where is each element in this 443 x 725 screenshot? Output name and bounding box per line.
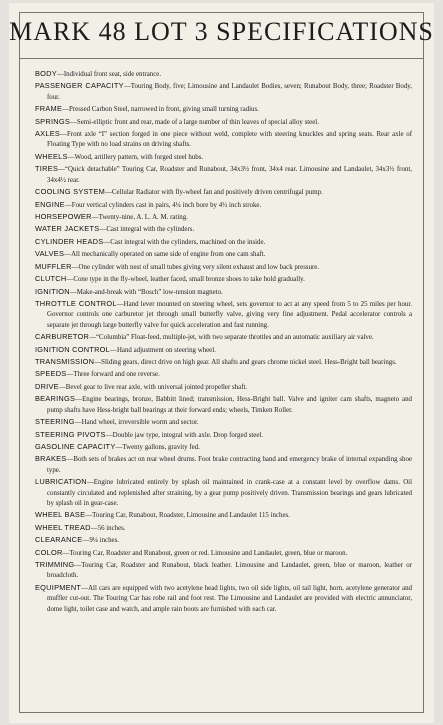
spec-text: —Wood, artillery pattern, with forged steel hubs. <box>67 153 204 161</box>
spec-label: WHEEL TREAD <box>35 522 91 532</box>
spec-label: HORSEPOWER <box>35 211 92 221</box>
spec-list <box>35 69 412 616</box>
spec-text: —9¼ inches. <box>82 537 119 545</box>
spec-label: CLUTCH <box>35 274 67 284</box>
spec-label: EQUIPMENT <box>35 582 82 592</box>
spec-text: —“Columbia” Float-feed, multiple-jet, with two separate throttles and an automatic auxiliary air valve. <box>89 334 374 342</box>
spec-entry <box>35 332 412 343</box>
spec-label: DRIVE <box>35 381 59 391</box>
spec-entry <box>35 152 412 163</box>
spec-entry <box>35 430 412 441</box>
spec-entry <box>35 510 412 521</box>
spec-entry <box>35 299 412 331</box>
spec-text: —Hand adjustment on steering wheel. <box>110 346 216 354</box>
spec-entry <box>35 535 412 546</box>
spec-text: —Twenty-nine, A. L. A. M. rating. <box>91 213 188 221</box>
spec-entry <box>35 523 412 534</box>
spec-label: IGNITION <box>35 286 70 296</box>
spec-text: —“Quick detachable” Touring Car, Roadster and Runabout, 34x3½ front, 34x4 rear. Limousine and Landaulet, 34x3½ front, 34x4½ rear. <box>47 166 412 184</box>
spec-text: —Touring Body, five; Limousine and Landaulet Bodies, seven; Runabout Body, three; Roadster Body, four. <box>47 83 412 101</box>
spec-entry <box>35 394 412 416</box>
spec-entry <box>35 357 412 368</box>
spec-text: —Engine bearings, bronze, Babbitt lined; transmission, Hess-Bright ball. Valve and igniter cam shafts, magneto and pump shafts have Hess-bright ball bearings at their forward ends; wheels, Timken Roller. <box>47 396 412 414</box>
spec-label: COOLING SYSTEM <box>35 187 106 197</box>
spec-entry <box>35 262 412 273</box>
spec-entry <box>35 200 412 211</box>
spec-entry <box>35 129 412 151</box>
spec-label: STEERING PIVOTS <box>35 429 106 439</box>
spec-label: MUFFLER <box>35 261 72 271</box>
title-divider <box>19 58 424 59</box>
spec-label: COLOR <box>35 547 63 557</box>
spec-text: —Semi-elliptic front and rear, made of a large number of thin leaves of special alloy steel. <box>70 118 319 126</box>
spec-label: FRAME <box>35 104 63 114</box>
spec-label: THROTTLE CONTROL <box>35 299 117 309</box>
spec-text: —Three forward and one reverse. <box>66 371 160 379</box>
spec-label: WHEEL BASE <box>35 510 86 520</box>
spec-text: —Bevel gear to live rear axle, with universal jointed propeller shaft. <box>58 383 248 391</box>
spec-text: —Twenty gallons, gravity fed. <box>115 444 200 451</box>
spec-text: —Front axle “I” section forged in one piece without weld, complete with steering knuckles and spring seats. Rear axle of Floating Type with no load strains on driving shafts. <box>47 131 412 149</box>
spec-label: TIRES <box>35 164 59 174</box>
spec-entry <box>35 454 412 476</box>
spec-text: —Pressed Carbon Steel, narrowed in front, giving small turning radius. <box>62 106 259 114</box>
spec-entry <box>35 442 412 453</box>
spec-entry <box>35 249 412 260</box>
spec-entry <box>35 224 412 235</box>
spec-entry <box>35 369 412 380</box>
spec-label: SPEEDS <box>35 369 67 379</box>
spec-text: —One cylinder with nest of small tubes giving very silent exhaust and low back pressure. <box>71 263 320 271</box>
spec-entry <box>35 69 412 80</box>
spec-text: —Sliding gears, direct drive on high gear. All shafts and gears chrome nickel steel. Hess-Bright ball bearings. <box>94 359 397 367</box>
spec-entry <box>35 345 412 356</box>
spec-label: PASSENGER CAPACITY <box>35 81 124 91</box>
spec-entry <box>35 81 412 103</box>
spec-text: —56 inches. <box>90 524 126 532</box>
spec-entry <box>35 548 412 559</box>
spec-label: BODY <box>35 69 57 78</box>
spec-entry <box>35 417 412 428</box>
spec-label: CLEARANCE <box>35 535 83 545</box>
spec-entry <box>35 583 412 615</box>
spec-label: AXLES <box>35 129 61 139</box>
spec-entry <box>35 274 412 285</box>
spec-label: SPRINGS <box>35 116 71 126</box>
spec-text: —Cellular Radiator with fly-wheel fan and positively driven centrifugal pump. <box>105 189 323 197</box>
spec-entry <box>35 212 412 223</box>
spec-text: —All mechanically operated on same side of engine from one cam shaft. <box>64 251 266 259</box>
spec-label: WATER JACKETS <box>35 224 100 234</box>
spec-entry <box>35 382 412 393</box>
spec-label: CARBURETOR <box>35 332 90 342</box>
spec-label: LUBRICATION <box>35 477 87 487</box>
spec-text: —Cast integral with the cylinders. <box>99 226 195 234</box>
spec-label: GASOLINE CAPACITY <box>35 442 116 451</box>
spec-label: VALVES <box>35 249 65 259</box>
spec-entry <box>35 237 412 248</box>
spec-text: —Both sets of brakes act on rear wheel drums. Foot brake contracting band and emergency brake of internal expanding shoe type. <box>47 456 412 474</box>
spec-label: CYLINDER HEADS <box>35 236 104 246</box>
spec-entry <box>35 187 412 198</box>
spec-text: —Touring Car, Roadster and Runabout, green or red. Limousine and Landaulet, green, blue or maroon. <box>62 549 348 557</box>
spec-text: —Individual front seat, side entrance. <box>56 71 162 78</box>
spec-text: —Cone type in the fly-wheel, leather faced, small bronze shoes to take hold gradually. <box>66 276 305 284</box>
spec-entry <box>35 164 412 186</box>
spec-text: —All cars are equipped with two acetylene head lights, two oil side lights, oil tail light, horn, acetylene generator and muffler cut-out. The Touring Car has robe rail and foot rest. The Limousine and Landaulet are provided with electric annunciator, dome light, toilet case and watch, and ample rain boots are furnished with each car. <box>47 584 412 613</box>
spec-text: —Double jaw type, integral with axle. Drop forged steel. <box>105 431 264 439</box>
spec-label: BRAKES <box>35 454 67 464</box>
spec-label: ENGINE <box>35 199 65 209</box>
spec-text: —Hand lever mounted on steering wheel, sets governor to act at any speed from 5 to 25 miles per hour. Governor controls one carburetor jet through small butterfly valve, giving very fine adjustment. Pedal accelerator controls a separate jet through large butterfly valve for quick acceleration and fast running. <box>47 301 412 329</box>
spec-entry <box>35 287 412 298</box>
spec-entry <box>35 104 412 115</box>
spec-text: —Cast integral with the cylinders, machined on the inside. <box>103 238 266 246</box>
spec-label: WHEELS <box>35 151 68 161</box>
spec-label: TRANSMISSION <box>35 357 95 367</box>
spec-text: —Make-and-break with “Bosch” low-tension magneto. <box>69 288 223 296</box>
spec-text: —Four vertical cylinders cast in pairs, 4¼ inch bore by 4½ inch stroke. <box>64 201 262 209</box>
spec-label: STEERING <box>35 417 75 427</box>
spec-text: —Touring Car, Roadster and Runabout, black leather. Limousine and Landaulet, green, blue or maroon, leather or broadcloth. <box>47 562 412 580</box>
spec-entry <box>35 477 412 509</box>
spec-text: —Touring Car, Runabout, Roadster, Limousine and Landaulet 115 inches. <box>85 512 290 520</box>
spec-label: IGNITION CONTROL <box>35 344 111 354</box>
spec-label: TRIMMING <box>35 560 75 570</box>
spec-text: —Hand wheel, irreversible worm and sector. <box>74 419 199 427</box>
spec-text: —Engine lubricated entirely by splash oil maintained in crank-case at a constant level by overflow dams. Oil constantly circulated and replenished after straining, by a gear pump positively driven. Transmission bearings and gears lubricated by splash oil in gear-case. <box>47 479 412 507</box>
spec-entry <box>35 117 412 128</box>
spec-entry <box>35 560 412 582</box>
page-title: MARK 48 LOT 3 SPECIFICATIONS <box>9 17 434 46</box>
spec-label: BEARINGS <box>35 394 76 404</box>
spec-page <box>9 3 434 723</box>
